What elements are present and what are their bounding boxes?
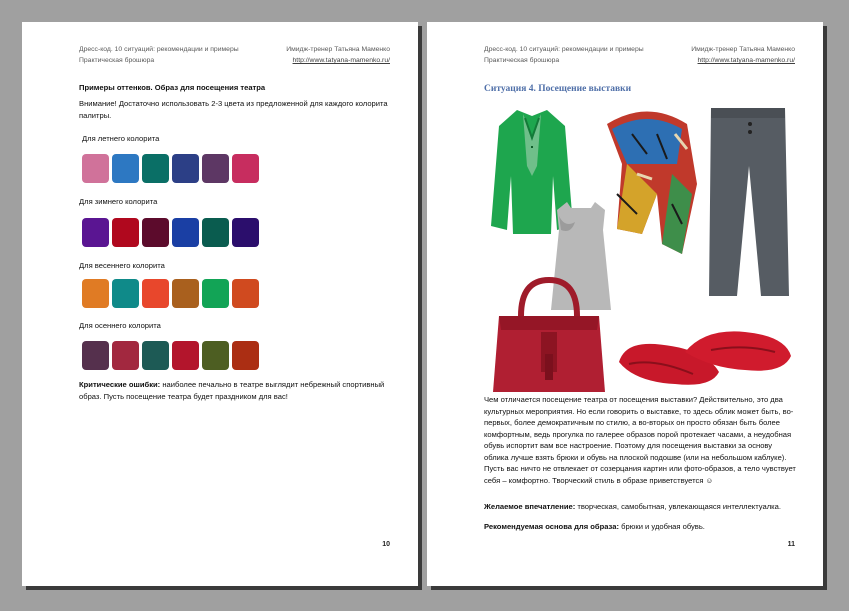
header-author: Имидж-тренер Татьяна Маменко: [691, 46, 795, 53]
header-author: Имидж-тренер Татьяна Маменко: [286, 46, 390, 53]
color-swatch: [172, 218, 199, 247]
mistakes-label: Критические ошибки:: [79, 380, 161, 389]
palette-autumn: [82, 341, 259, 370]
palette-label-autumn: Для осеннего колорита: [79, 321, 161, 330]
palette-label-spring: Для весеннего колорита: [79, 261, 165, 270]
palette-note: Внимание! Достаточно использовать 2-3 цвета из предложенной для каждого колорита палитры.: [79, 99, 388, 120]
grey-trousers-image: [703, 106, 793, 301]
basis-paragraph: [484, 521, 797, 533]
impression-paragraph: [484, 501, 797, 513]
situation-title: Ситуация 4. Посещение выставки: [484, 84, 632, 94]
palette-spring: [82, 279, 259, 308]
section-heading: Примеры оттенков. Образ для посещения театра: [79, 83, 266, 92]
color-swatch: [112, 218, 139, 247]
color-swatch: [142, 218, 169, 247]
palette-label-summer: Для летнего колорита: [82, 134, 160, 143]
mistakes-paragraph: [79, 379, 392, 402]
body-paragraph: Чем отличается посещение театра от посещения выставки? Действительно, это два культурных мероприятия. Но если говорить о выставке, то здесь облик может быть, во-первых, более демократичным по стилю, а во-вторых он просто обязан быть более комфортным, ведь прогулка по галерее образов порой протекает часами, а неудобная обувь испортит вам все настроение. Поэтому для посещения выставки за основу облика лучше взять брюки и обувь на плоской подошве (или на небольшом каблуке). Пусть вас ничто не отвлекает от созерцания картин или фото-образов, а тело чувствует себя – комфортно. Творческий стиль в образе приветствуется ☺: [484, 395, 796, 485]
scarf-image: [587, 104, 707, 259]
color-swatch: [142, 279, 169, 308]
color-swatch: [232, 279, 259, 308]
palette-winter: [82, 218, 259, 247]
page-header: [79, 44, 390, 66]
page-number: 10: [382, 541, 390, 548]
page-10: [22, 22, 418, 586]
color-swatch: [112, 154, 139, 183]
color-swatch: [112, 341, 139, 370]
basis-label: Рекомендуемая основа для образа:: [484, 522, 619, 531]
color-swatch: [142, 154, 169, 183]
header-title: Дресс-код. 10 ситуаций: рекомендации и примеры: [484, 46, 644, 53]
color-swatch: [172, 154, 199, 183]
color-swatch: [82, 279, 109, 308]
color-swatch: [172, 279, 199, 308]
page-number: 11: [787, 541, 795, 548]
color-swatch: [202, 279, 229, 308]
header-subtitle: Практическая брошюра: [484, 57, 560, 64]
color-swatch: [202, 341, 229, 370]
color-swatch: [202, 154, 229, 183]
color-swatch: [82, 154, 109, 183]
header-title: Дресс-код. 10 ситуаций: рекомендации и примеры: [79, 46, 239, 53]
impression-text: творческая, самобытная, увлекающаяся интеллектуалка.: [575, 502, 781, 511]
basis-text: брюки и удобная обувь.: [619, 522, 705, 531]
red-handbag-image: [491, 276, 607, 396]
color-swatch: [172, 341, 199, 370]
outfit-collage: [487, 104, 787, 399]
mistakes-text: наиболее печально в театре выглядит небрежный спортивный образ. Пусть посещение театра будет праздником для вас!: [79, 380, 385, 401]
color-swatch: [202, 218, 229, 247]
color-swatch: [82, 341, 109, 370]
header-url-link[interactable]: http://www.tatyana-mamenko.ru/: [292, 57, 390, 64]
header-subtitle: Практическая брошюра: [79, 57, 155, 64]
page-11: [427, 22, 823, 586]
color-swatch: [82, 218, 109, 247]
palette-summer: [82, 154, 259, 183]
color-swatch: [232, 218, 259, 247]
header-url-link[interactable]: http://www.tatyana-mamenko.ru/: [697, 57, 795, 64]
palette-label-winter: Для зимнего колорита: [79, 197, 158, 206]
page-header: [484, 44, 795, 66]
color-swatch: [232, 341, 259, 370]
red-loafers-image: [615, 322, 795, 402]
color-swatch: [142, 341, 169, 370]
color-swatch: [112, 279, 139, 308]
color-swatch: [232, 154, 259, 183]
impression-label: Желаемое впечатление:: [484, 502, 576, 511]
